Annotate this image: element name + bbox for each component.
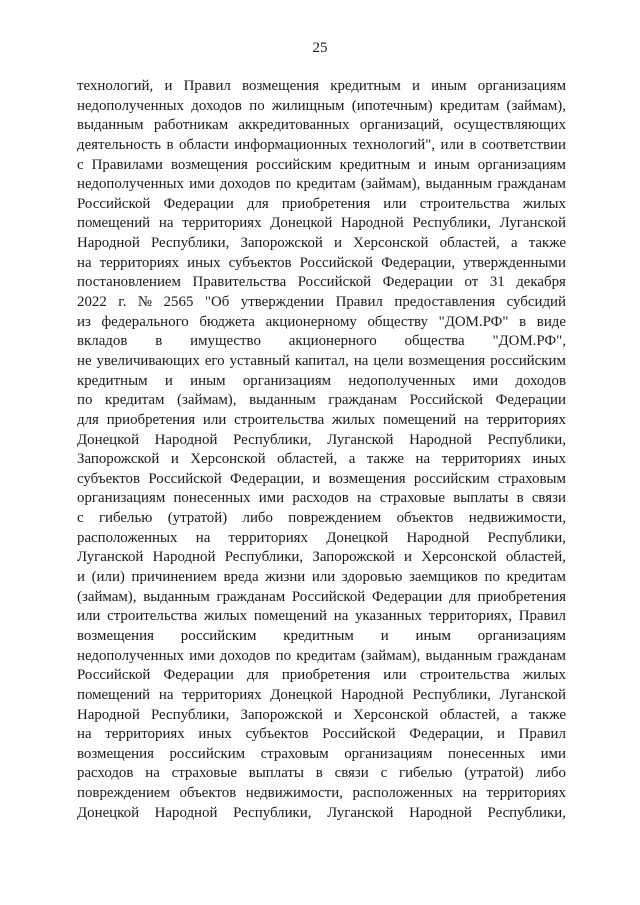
text-line: технологий, и Правил возмещения кредитным и иным организациям (77, 78, 566, 94)
text-line: Народной Республики, Запорожской и Херсонской областей, а также (77, 706, 566, 723)
text-line: помещений на территориях Донецкой Народной Республики, Луганской (77, 215, 566, 232)
text-line: недополученных доходов по жилищным (ипотечным) кредитам (займам), (77, 97, 566, 114)
text-line: Российской Федерации для приобретения или строительства жилых (77, 195, 566, 212)
text-line: Донецкой Народной Республики, Луганской Народной Республики, (77, 804, 566, 821)
text-line: (займам), выданным гражданам Российской Федерации для приобретения (77, 588, 566, 605)
text-line: Луганской Народной Республики, Запорожской и Херсонской областей, (77, 549, 566, 566)
text-line: на территориях иных субъектов Российской Федерации, утвержденными (77, 254, 566, 271)
text-line: из федерального бюджета акционерному обществу "ДОМ.РФ" в виде (77, 313, 566, 330)
text-line: и (или) причинением вреда жизни или здоровью заемщиков по кредитам (77, 569, 566, 586)
text-line: расходов на страховые выплаты в связи с гибелью (утратой) либо (77, 765, 566, 782)
text-line: субъектов Российской Федерации, и возмещения российским страховым (77, 470, 566, 487)
text-line: Российской Федерации для приобретения или строительства жилых (77, 667, 566, 684)
text-line: возмещения российским кредитным и иным организациям (77, 627, 566, 644)
text-line: с гибелью (утратой) либо повреждением объектов недвижимости, (77, 510, 566, 527)
text-line: Донецкой Народной Республики, Луганской Народной Республики, (77, 431, 566, 448)
text-line: вкладов в имущество акционерного общества "ДОМ.РФ", (77, 333, 566, 350)
text-line: недополученных ими доходов по кредитам (займам), выданным гражданам (77, 647, 566, 664)
text-line: для приобретения или строительства жилых помещений на территориях (77, 411, 566, 428)
text-line: организациям понесенных ими расходов на страховые выплаты в связи (77, 490, 566, 507)
text-line: повреждением объектов недвижимости, расположенных на территориях (77, 785, 566, 802)
text-line: помещений на территориях Донецкой Народной Республики, Луганской (77, 686, 566, 703)
text-line: или строительства жилых помещений на указанных территориях, Правил (77, 608, 566, 625)
text-line: расположенных на территориях Донецкой Народной Республики, (77, 529, 566, 546)
text-line: возмещения российским страховым организациям понесенных ими (77, 745, 566, 762)
text-line: кредитным и иным организациям недополученных ими доходов (77, 372, 566, 389)
page-number: 25 (312, 40, 328, 56)
text-line: недополученных ими доходов по кредитам (займам), выданным гражданам (77, 176, 566, 193)
body-text (77, 77, 566, 823)
text-line: Запорожской и Херсонской областей, а также на территориях иных (77, 451, 566, 468)
text-line: не увеличивающих его уставный капитал, на цели возмещения российским (77, 352, 566, 369)
text-line: деятельность в области информационных технологий", или в соответствии (77, 136, 566, 153)
text-line: 2022 г. № 2565 "Об утверждении Правил предоставления субсидий (77, 294, 566, 311)
text-line: выданным работникам аккредитованных организаций, осуществляющих (77, 117, 566, 134)
text-line: постановлением Правительства Российской Федерации от 31 декабря (77, 274, 566, 291)
text-line: на территориях иных субъектов Российской Федерации, и Правил (77, 726, 566, 743)
text-line: по кредитам (займам), выданным гражданам Российской Федерации (77, 392, 566, 409)
text-line: с Правилами возмещения российским кредитным и иным организациям (77, 156, 566, 173)
text-line: Народной Республики, Запорожской и Херсонской областей, а также (77, 235, 566, 252)
